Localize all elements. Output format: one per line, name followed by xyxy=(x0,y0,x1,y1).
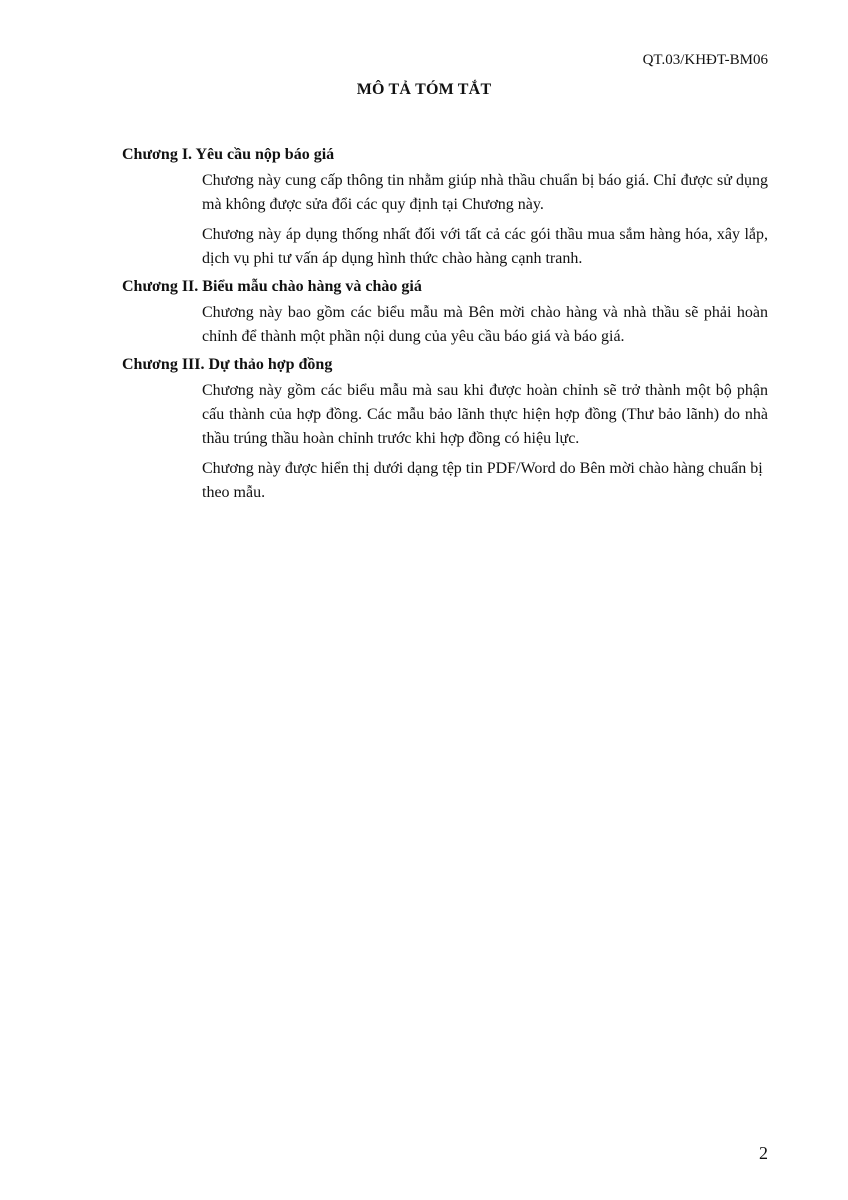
chapter-heading: Chương II. Biểu mẫu chào hàng và chào giá xyxy=(122,278,422,295)
chapter-body xyxy=(202,379,768,505)
chapter-2 xyxy=(122,277,768,349)
chapter-heading: Chương III. Dự thảo hợp đồng xyxy=(122,356,333,373)
chapter-heading: Chương I. Yêu cầu nộp báo giá xyxy=(122,146,335,163)
chapter-paragraph: Chương này bao gồm các biểu mẫu mà Bên mời chào hàng và nhà thầu sẽ phải hoàn chỉnh để thành một phần nội dung của yêu cầu báo giá và báo giá. xyxy=(202,304,768,345)
page-number: 2 xyxy=(759,1143,768,1163)
chapter-paragraph: Chương này gồm các biểu mẫu mà sau khi được hoàn chỉnh sẽ trở thành một bộ phận cấu thành của hợp đồng. Các mẫu bảo lãnh thực hiện hợp đồng (Thư bảo lãnh) do nhà thầu trúng thầu hoàn chỉnh trước khi hợp đồng có hiệu lực. xyxy=(202,382,768,447)
chapter-paragraph: Chương này được hiển thị dưới dạng tệp tin PDF/Word do Bên mời chào hàng chuẩn bị theo mẫu. xyxy=(202,460,763,501)
document-content xyxy=(122,145,768,511)
page-title: MÔ TẢ TÓM TẮT xyxy=(356,81,492,98)
document-code: QT.03/KHĐT-BM06 xyxy=(642,52,768,68)
chapter-3 xyxy=(122,355,768,505)
chapter-paragraph: Chương này áp dụng thống nhất đối với tất cả các gói thầu mua sắm hàng hóa, xây lắp, dịch vụ phi tư vấn áp dụng hình thức chào hàng cạnh tranh. xyxy=(202,226,768,267)
chapter-body xyxy=(202,301,768,349)
chapter-1 xyxy=(122,145,768,271)
chapter-body xyxy=(202,169,768,271)
chapter-paragraph: Chương này cung cấp thông tin nhằm giúp nhà thầu chuẩn bị báo giá. Chỉ được sử dụng mà không được sửa đổi các quy định tại Chương này. xyxy=(202,172,768,213)
